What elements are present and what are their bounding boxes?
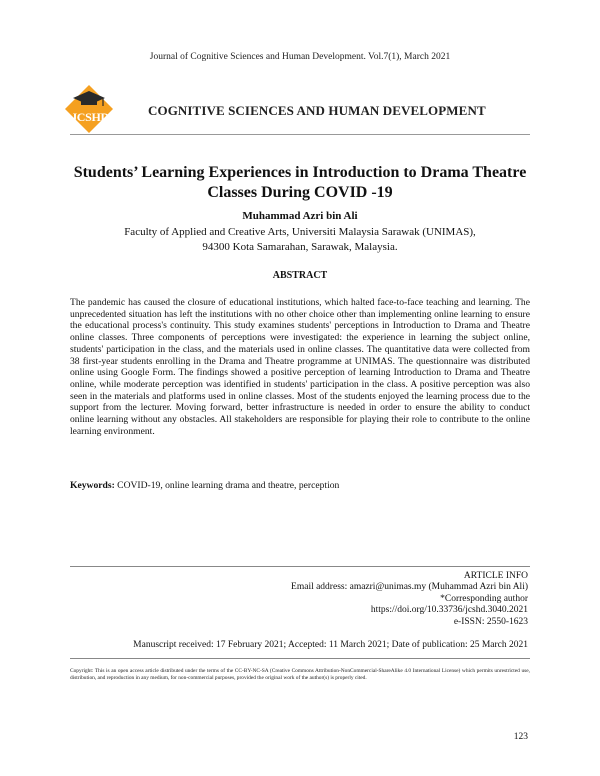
article-info-heading: ARTICLE INFO (463, 571, 528, 581)
abstract-body: The pandemic has caused the closure of educational institutions, which halted face-to-face teaching and learning. The unprecedented situation has left the institutions with no other choice other than implementing online learning to ensure the educational process's continuity. This study examines students' perceptions in Introduction to Drama and Theatre online classes. Three components of perceptions were investigated: the experience in learning the subject online, students' participation in the class, and the materials used in online classes. The quantitative data were collected from 38 first-year students enrolling in the Drama and Theatre programme at UNIMAS. The questionnaire was distributed online using Google Form. The findings showed a positive perception of learning Introduction to Drama and Theatre online, while moderate perception was identified in students' participation in the class. A positive perception was also seen in the materials and platforms used in online classes. Most of the students enjoyed the learning process due to the support from the lecturer. Moving forward, better infrastructure is needed in order to ensure the ability to conduct online learning without any obstacles. All stakeholders are responsible for playing their role to contribute to the online learning environment. (70, 297, 530, 437)
article-info-divider (70, 566, 530, 567)
affiliation-line: Faculty of Applied and Creative Arts, Universiti Malaysia Sarawak (UNIMAS), (124, 226, 476, 238)
keywords (70, 480, 530, 491)
article-info (270, 571, 528, 628)
copyright-notice: Copyright: This is an open access article distributed under the terms of the CC-BY-NC-SA (Creative Commons Attribution-NonCommercial-ShareAlike 4.0 International License) which permits unrestricted use, distribution, and reproduction in any medium, for non-commercial purposes, provided the original work of the author(s) is properly cited. (70, 668, 530, 682)
copyright-divider (70, 658, 530, 659)
journal-citation-line: Journal of Cognitive Sciences and Human Development. Vol.7(1), March 2021 (149, 52, 451, 62)
journal-name: COGNITIVE SCIENCES AND HUMAN DEVELOPMENT (148, 103, 486, 118)
journal-logo-text: JCSHD (71, 110, 109, 124)
page-number: 123 (513, 732, 528, 742)
author-name: Muhammad Azri bin Ali (242, 210, 358, 222)
email-address[interactable]: Email address: amazri@unimas.my (Muhammad Azri bin Ali) (291, 582, 528, 593)
journal-logo-icon (64, 84, 114, 134)
corresponding-author-note: *Corresponding author (440, 593, 528, 604)
article-title: Students’ Learning Experiences in Introduction to Drama Theatre Classes During COVID -19 (73, 164, 527, 201)
doi-link[interactable]: https://doi.org/10.33736/jcshd.3040.2021 (370, 605, 528, 616)
abstract-heading: ABSTRACT (272, 270, 328, 281)
eissn: e-ISSN: 2550-1623 (453, 616, 528, 627)
keywords-label: Keywords: (70, 480, 115, 491)
keywords-text: COVID-19, online learning drama and theatre, perception (117, 480, 340, 491)
header-divider (70, 134, 530, 135)
author-affiliation (0, 225, 600, 255)
affiliation-line: 94300 Kota Samarahan, Sarawak, Malaysia. (202, 241, 398, 253)
manuscript-dates: Manuscript received: 17 February 2021; Accepted: 11 March 2021; Date of publication: 25 March 2021 (133, 640, 528, 650)
